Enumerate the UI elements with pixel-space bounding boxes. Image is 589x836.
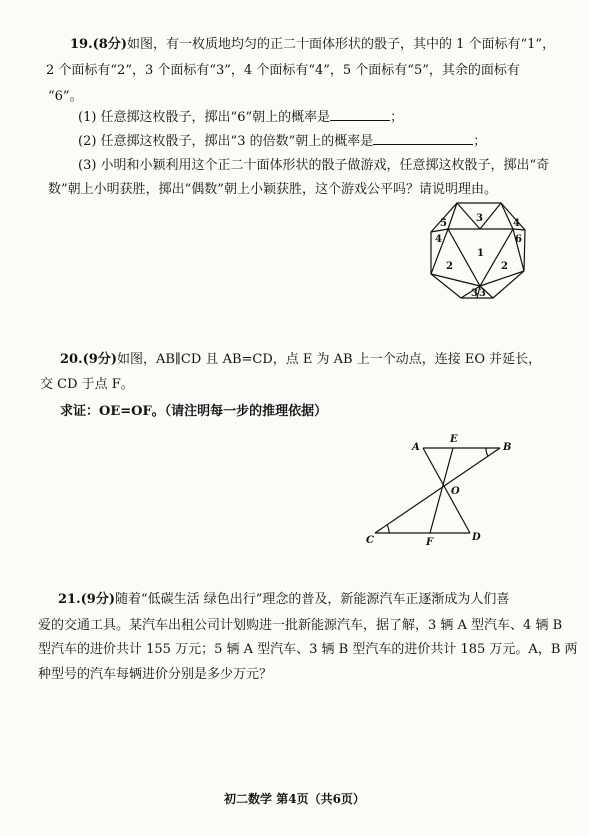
q19-part-1 (78, 109, 403, 126)
face-label-2-right: 2 (501, 261, 508, 272)
q19-stem-2: 2 个面标有“2”，3 个面标有“3”，4 个面标有“4”，5 个面标有“5”，其余的面标有 (46, 63, 520, 78)
face-label-2-left: 2 (446, 261, 453, 272)
point-e: E (450, 434, 458, 445)
q21-text-4: 种型号的汽车每辆进价分别是多少万元？ (38, 667, 273, 682)
q20-proof: 求证：OE=OF。（请注明每一步的推理依据） (60, 404, 328, 419)
q19-stem-1: 如图，有一枚质地均匀的正二十面体形状的骰子，其中的 1 个面标有“1”， (126, 37, 556, 52)
point-c: C (366, 535, 374, 546)
face-label-1: 1 (477, 248, 484, 259)
face-label-6: 6 (515, 234, 522, 245)
angle-b-mark (486, 448, 488, 456)
q21-score: (9分) (80, 592, 115, 607)
segment-ad (423, 448, 470, 533)
q19-line-1 (70, 37, 555, 53)
q21-text-3: 型汽车的进价共计 155 万元；5 辆 A 型汽车、3 辆 B 型汽车的进价共计 185 万元。A，B 两 (38, 642, 578, 657)
q19-part-3a: (3) 小明和小颖利用这个正二十面体形状的骰子做游戏，任意掷这枚骰子，掷出“奇 (78, 158, 550, 173)
face-label-3-bottom-right: 3 (479, 288, 486, 299)
q20-line-1 (60, 352, 541, 368)
q20-number: 20. (60, 352, 83, 367)
face-label-3-bottom-left: 3 (471, 288, 478, 299)
face-label-4-left: 4 (435, 234, 442, 245)
q19-part-1-text: (1) 任意掷这枚骰子，掷出“6”朝上的概率是 (78, 110, 331, 125)
q19-part-2-blank[interactable] (373, 133, 473, 145)
point-a: A (412, 442, 420, 453)
q19-part-2-text: (2) 任意掷这枚骰子，掷出“3 的倍数”朝上的概率是 (78, 134, 374, 149)
q19-part-2 (78, 133, 486, 150)
face-label-5: 5 (440, 218, 447, 229)
page-footer: 初二数学 第4页（共6页） (224, 792, 365, 806)
q21-text-1: 随着“低碳生活 绿色出行”理念的普及，新能源汽车正逐渐成为人们喜 (114, 592, 510, 607)
q19-number: 19. (70, 37, 93, 52)
q20-stem-2: 交 CD 于点 F。 (40, 377, 134, 392)
q19-part-1-blank[interactable] (330, 109, 390, 121)
q19-part-3b: 数”朝上小明获胜，掷出“偶数”朝上小颖获胜，这个游戏公平吗？请说明理由。 (48, 182, 497, 197)
q20-score: (9分) (82, 352, 117, 367)
icosahedron-figure (425, 200, 535, 300)
face-label-4-right: 4 (513, 218, 520, 229)
q19-part-2-end: ； (473, 134, 487, 149)
point-d: D (472, 532, 481, 543)
angle-c-mark (387, 525, 389, 533)
geometry-figure (360, 430, 510, 550)
q19-score: (8分) (92, 37, 127, 52)
segment-bc (375, 448, 500, 533)
segment-ef (430, 448, 453, 533)
q21-text-2: 爱的交通工具。某汽车出租公司计划购进一批新能源汽车，据了解，3 辆 A 型汽车、4 辆 B (38, 618, 563, 633)
q20-stem-1: 如图，AB∥CD 且 AB=CD，点 E 为 AB 上一个动点，连接 EO 并延长， (116, 352, 542, 367)
q21-number: 21. (58, 592, 81, 607)
face-label-3-top: 3 (476, 213, 483, 224)
point-f: F (426, 537, 434, 548)
q19-stem-3: “6”。 (48, 89, 83, 104)
point-o: O (451, 486, 460, 497)
q19-part-1-end: ； (390, 110, 404, 125)
q21-line-1 (58, 592, 509, 608)
point-b: B (503, 442, 512, 453)
